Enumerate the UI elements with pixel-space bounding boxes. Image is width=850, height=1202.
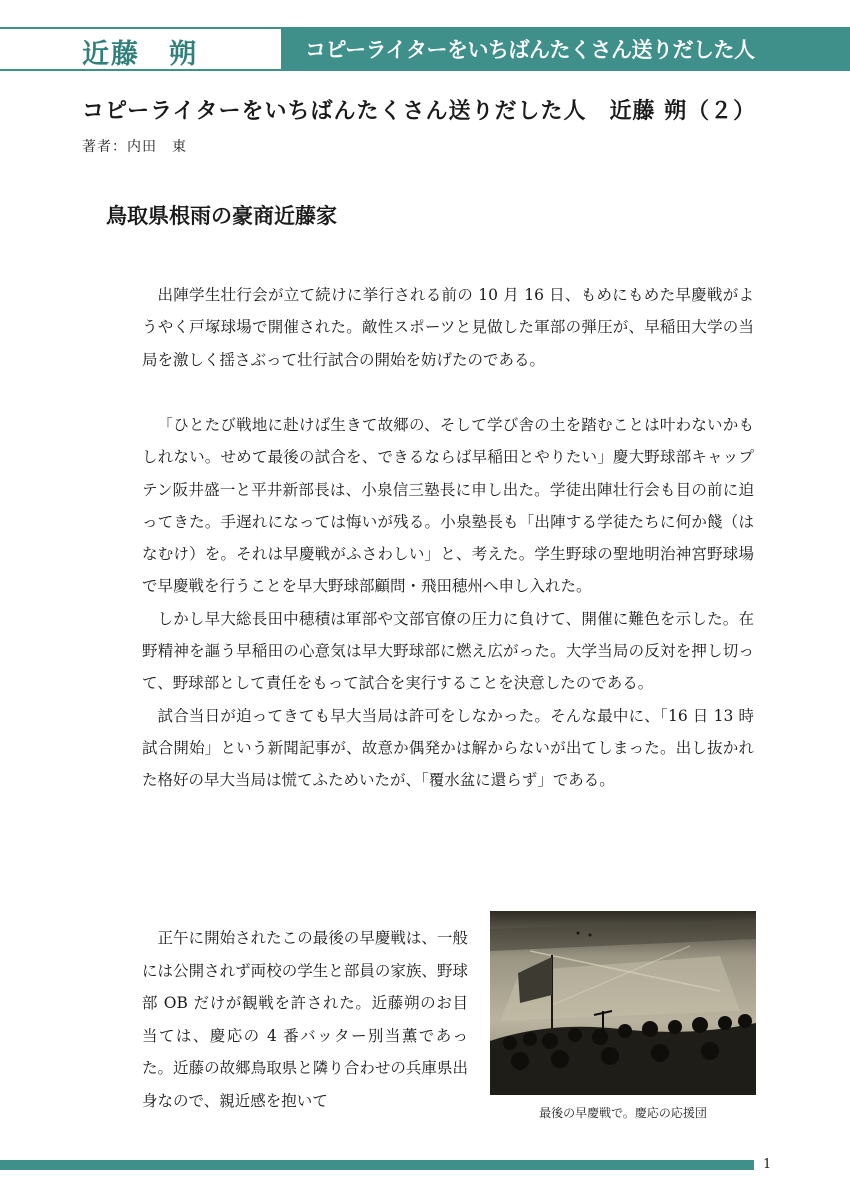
paragraph-block-1 (142, 279, 754, 376)
page-number: 1 (763, 1157, 772, 1172)
author-line: 著者：内田 東 (82, 139, 187, 155)
paragraph-1: 出陣学生壮行会が立て続けに挙行される前の 10 月 16 日、もめにもめた早慶戦がようやく戸塚球場で開催された。敵性スポーツと見做した軍部の弾圧が、早稲田大学の当局を激しく揺さぶって壮行試合の開始を妨げたのである。 (142, 286, 754, 369)
header-name: 近藤 朔 (82, 39, 198, 70)
paragraph-5: 正午に開始されたこの最後の早慶戦は、一般には公開されず両校の学生と部員の家族、野球部 OB だけが観戦を許された。近藤朔のお目当ては、慶応の 4 番バッター別当薫であった。近藤の故郷鳥取県と隣り合わせの兵庫県出身なので、親近感を抱いて (142, 929, 468, 1110)
paragraph-2: 「ひとたび戦地に赴けば生きて故郷の、そして学び舎の土を踏むことは叶わないかもしれない。せめて最後の試合を、できるならば早稲田とやりたい」慶大野球部キャップテン阪井盛一と平井新部長は、小泉信三塾長に申し出た。学徒出陣壮行会も目の前に迫ってきた。手遅れになっては悔いが残る。小泉塾長も「出陣する学徒たちに何か餞（はなむけ）を。それは早慶戦がふさわしい」と、考えた。学生野球の聖地明治神宮野球場で早慶戦を行うことを早大野球部顧問・飛田穂州へ申し入れた。 (142, 416, 754, 596)
section-title: 鳥取県根雨の豪商近藤家 (106, 203, 337, 228)
paragraph-block-2 (142, 409, 754, 797)
article-title: コピーライターをいちばんたくさん送りだした人 近藤 朔（２） (82, 98, 757, 124)
cheering-squad-photo (490, 911, 756, 1095)
header-series-title: コピーライターをいちばんたくさん送りだした人 (305, 38, 755, 62)
header-name-box (0, 27, 281, 71)
header-band (0, 27, 850, 71)
paragraph-3: しかし早大総長田中穂積は軍部や文部官僚の圧力に負けて、開催に難色を示した。在野精神を謳う早稲田の心意気は早大野球部に燃え広がった。大学当局の反対を押し切って、野球部として責任をもって試合を実行することを決意したのである。 (142, 609, 754, 693)
photo-illustration (490, 911, 756, 1095)
header-series-box (281, 27, 850, 71)
paragraph-4: 試合当日が迫ってきても早大当局は許可をしなかった。そんな最中に、「16 日 13 時試合開始」という新聞記事が、故意か偶発かは解からないが出てしまった。出し抜かれた格好の早大当局は慌てふためいたが、「覆水盆に還らず」である。 (142, 706, 754, 790)
footer-bar (0, 1160, 754, 1170)
photo-caption: 最後の早慶戦で。慶応の応援団 (539, 1106, 707, 1120)
